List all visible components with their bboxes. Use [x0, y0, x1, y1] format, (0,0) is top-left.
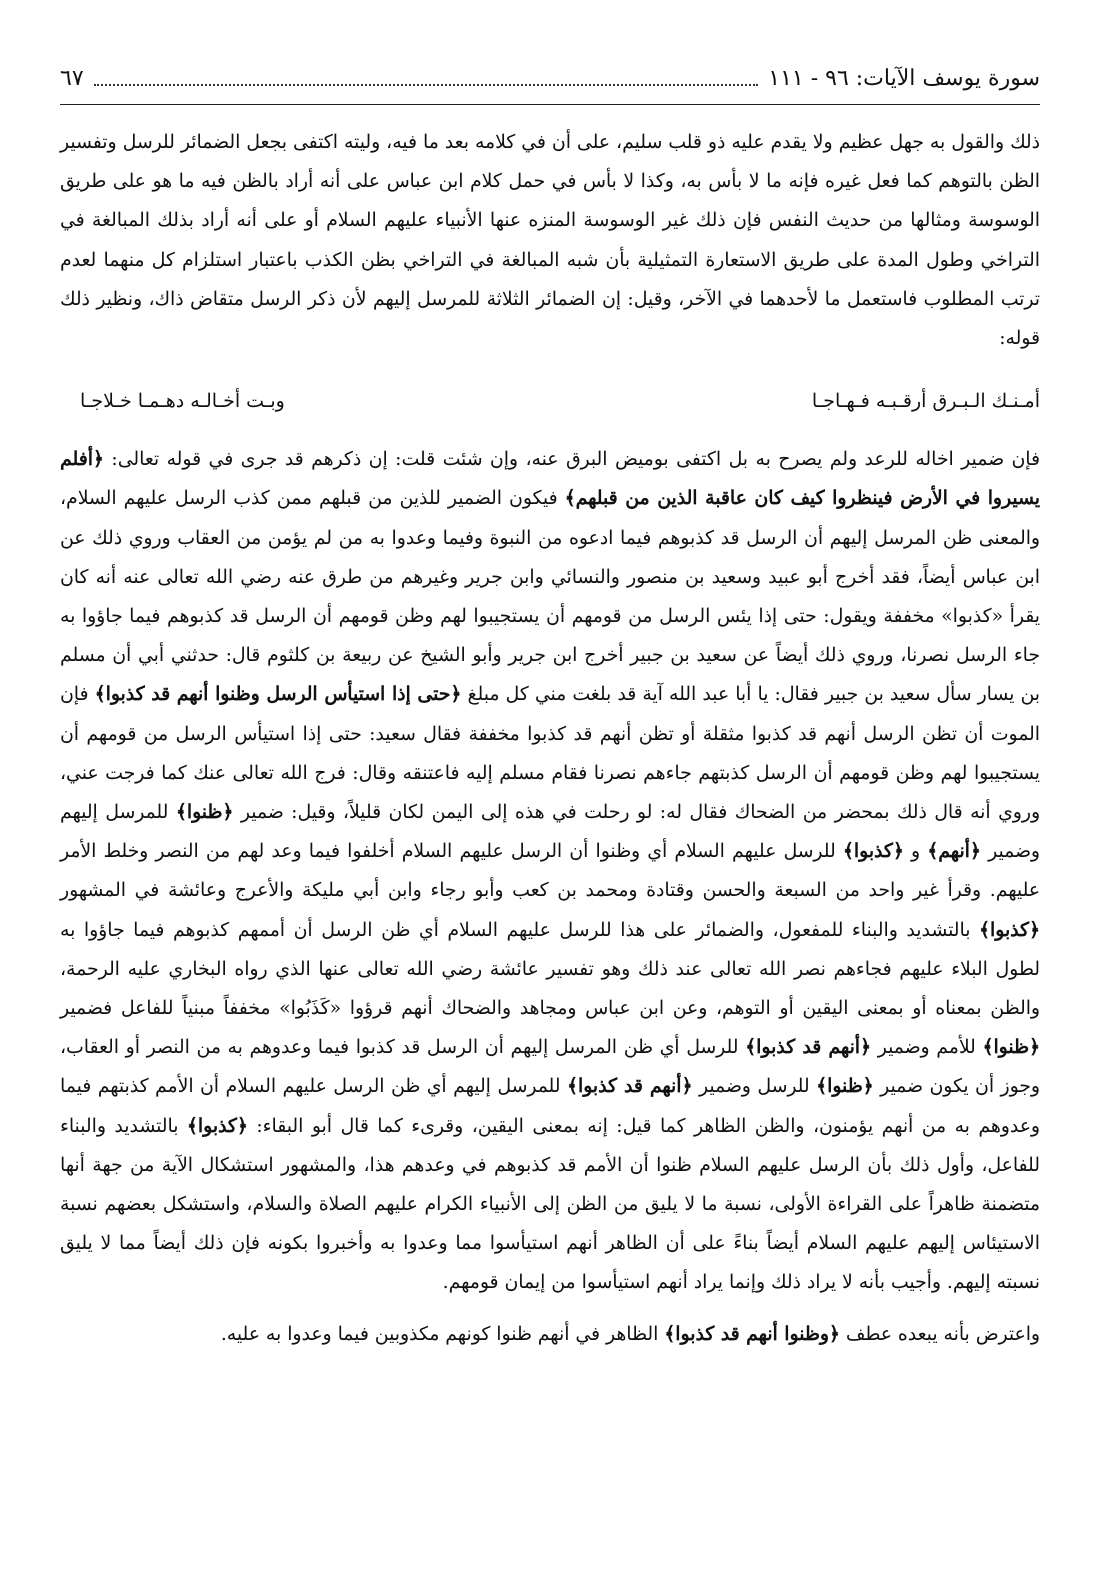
poem-verse — [60, 372, 1040, 430]
text-run: للمرسل إليهم أي ظن الرسل عليهم السلام أن الأمم كذبتهم فيما وعدوهم به من أنهم يؤمنون، والظن الظاهر كما قيل: إنه بمعنى اليقين، وقرىء كما قال أبو البقاء: — [60, 1076, 1040, 1137]
quran-quote: ﴿أنهم﴾ — [927, 840, 981, 863]
text-run: فإن الموت أن تظن الرسل أنهم قد كذبوا مثقلة أو تظن أنهم قد كذبوا مخففة فقال سعيد: حتى إذا استيأس الرسل من قومهم أن يستجيبوا لهم وظن قومهم أن الرسل كذبتهم جاءهم نصرنا فقام مسلم إليه فاعتنقه وقال: فرج الله تعالى عنك كما فرجت عني، وروي أنه قال ذلك بمحضر من الضحاك فقال له: لو رحلت في هذه إلى اليمن لكان قليلاً، وقيل: ضمير — [60, 684, 1041, 824]
text-run: للمرسل إليهم وضمير — [60, 802, 1040, 863]
text-run: واعترض بأنه يبعده عطف — [839, 1323, 1040, 1345]
surah-title: سورة يوسف الآيات: ٩٦ - ١١١ — [768, 65, 1040, 91]
paragraph-1: ذلك والقول به جهل عظيم ولا يقدم عليه ذو قلب سليم، على أن في كلامه بعد ما فيه، وليته اكتفى بجعل الضمائر للرسل وتفسير الظن بالتوهم كما فعل غيره فإنه ما لا بأس به، وكذا لا بأس في حمل كلام ابن عباس على أنه أراد بالظن فيه ما هو على طريق الوسوسة ومثالها من حديث النفس فإن ذلك غير الوسوسة المنزه عنها الأنبياء عليهم السلام أو على أنه أراد بذلك المبالغة في التراخي وطول المدة على طريق الاستعارة التمثيلية بأن شبه المبالغة في التراخي بظن الكذب باعتبار استلزام كل منهما لعدم ترتب المطلوب فاستعمل ما لأحدهما في الآخر، وقيل: إن الضمائر الثلاثة للمرسل إليهم لأن ذكر الرسل متقاض ذاك، ونظير ذلك قوله: — [60, 132, 1040, 350]
quran-quote: ﴿كذبوا﴾ — [186, 1114, 248, 1137]
text-run: للرسل أي ظن المرسل إليهم أن الرسل قد كذبوا فيما وعدوهم به من النصر أو العقاب، وجوز أن يكون ضمير — [60, 1037, 1040, 1098]
paragraph-2 — [60, 440, 1040, 1302]
text-run: فيكون الضمير للذين من قبلهم ممن كذب الرسل عليهم السلام، والمعنى ظن المرسل إليهم أن الرسل قد كذبوهم فيما ادعوه من النبوة وفيما وعدوا به من لم يؤمن من العقاب وروي ذلك عن ابن عباس أيضاً، فقد أخرج أبو عبيد وسعيد بن منصور والنسائي وابن جرير وغيرهم من طرق عنه رضي الله تعالى عنه أنه كان يقرأ «كذبوا» مخففة ويقول: حتى إذا يئس الرسل من قومهم أن يستجيبوا لهم وظن قومهم أن الرسل قد كذبوهم فيما جاؤوا به جاء الرسل نصرنا، وروي ذلك أيضاً عن سعيد بن جبير أخرج ابن جرير وأبو الشيخ عن ربيعة بن كلثوم قال: حدثني أبي أن مسلم بن يسار سأل سعيد بن جبير فقال: يا أبا عبد الله آية قد بلغت مني كل مبلغ — [60, 488, 1040, 706]
quran-quote: ﴿أنهم قد كذبوا﴾ — [745, 1036, 872, 1059]
quran-quote: ﴿أفلم يسيروا في الأرض فينظروا كيف كان عاقبة الذين من قبلهم﴾ — [60, 448, 1040, 510]
quran-quote: ﴿ظنوا﴾ — [982, 1036, 1040, 1059]
text-run: فإن ضمير اخاله للرعد ولم يصرح به بل اكتفى بوميض البرق عنه، وإن شئت قلت: إن ذكرهم قد جرى في قوله تعالى: — [103, 449, 1040, 471]
quran-quote: ﴿وظنوا أنهم قد كذبوا﴾ — [664, 1322, 840, 1345]
running-header — [60, 56, 1040, 105]
quran-quote: ﴿أنهم قد كذبوا﴾ — [566, 1075, 693, 1098]
text-run: و — [903, 841, 928, 863]
quran-quote: ﴿ظنوا﴾ — [816, 1075, 874, 1098]
text-run: للرسل عليهم السلام أي وظنوا أن الرسل عليهم السلام أخلفوا فيما وعد لهم من النصر وخلط الأمر عليهم. وقرأ غير واحد من السبعة والحسن وقتادة ومحمد بن كعب وأبو رجاء وابن أبي مليكة والأعرج وعائشة في المشهور — [60, 841, 1040, 902]
text-run: للأمم وضمير — [871, 1037, 983, 1059]
text-run: الظاهر في أنهم ظنوا كونهم مكذوبين فيما وعدوا به عليه. — [220, 1323, 665, 1345]
leader-dots — [94, 70, 759, 86]
poem-first-hemistich: أمـنـك الـبـرق أرقـبـه فـهـاجـا — [811, 390, 1040, 413]
poem-second-hemistich: وبـت أخـالـه دهـمـا خـلاجـا — [80, 390, 285, 413]
quran-quote: ﴿ظنوا﴾ — [175, 801, 234, 824]
text-run: بالتشديد والبناء للفاعل، وأول ذلك بأن الرسل عليهم السلام ظنوا أن الأمم قد كذبوهم في وعدهم هذا، والمشهور استشكال الآية من جهة أنها متضمنة ظاهراً على القراءة الأولى، نسبة ما لا يليق من الظن إلى الأنبياء الكرام عليهم الصلاة والسلام، واستشكل بعضهم نسبة الاستيئاس إليهم عليهم السلام أيضاً بناءً على أن الظاهر أنهم استيأسوا مما وعدوا به وأخبروا بكونه فإن ذلك أيضاً مما لا يليق نسبته إليهم. وأجيب بأنه لا يراد ذلك وإنما يراد أنهم استيأسوا من إيمان قومهم. — [60, 1115, 1040, 1294]
text-run: للرسل وضمير — [692, 1076, 817, 1098]
paragraph-3 — [60, 1315, 1040, 1354]
page-number: ٦٧ — [60, 65, 84, 91]
quran-quote: ﴿كذبوا﴾ — [842, 840, 904, 863]
text-run: بالتشديد والبناء للمفعول، والضمائر على هذا للرسل عليهم السلام أي ظن الرسل أن أممهم كذبوهم فيما جاؤوا به لطول البلاء عليهم فجاءهم نصر الله تعالى عند ذلك وهو تفسير عائشة رضي الله تعالى عنها الذي رواه البخاري عليه الرحمة، والظن بمعناه أو بمعنى اليقين أو التوهم، وعن ابن عباس ومجاهد والضحاك أنهم قرؤوا «كَذَبُوا» مخففاً مبنياً للفاعل فضمير — [60, 919, 1040, 1020]
book-page — [60, 56, 1040, 1556]
quran-quote: ﴿حتى إذا استيأس الرسل وظنوا أنهم قد كذبوا﴾ — [94, 683, 462, 706]
quran-quote: ﴿كذبوا﴾ — [979, 918, 1040, 941]
